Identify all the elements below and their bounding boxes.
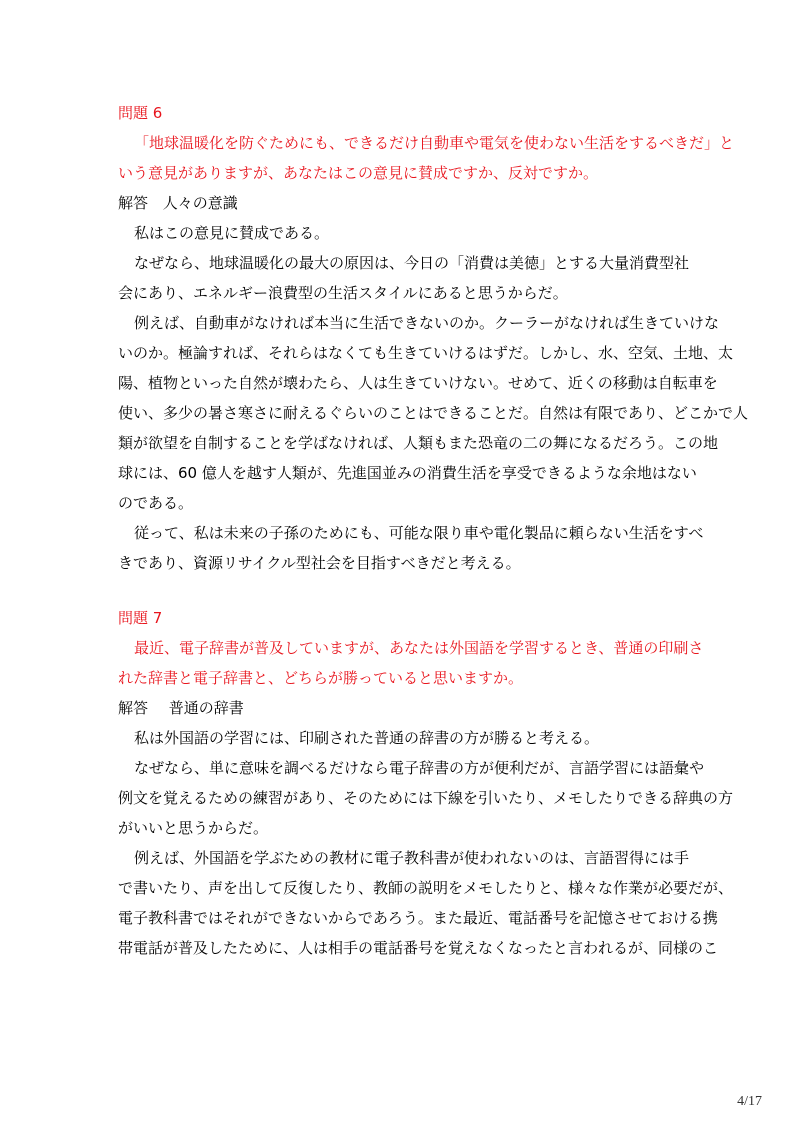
question-text-line: 「地球温暖化を防ぐためにも、できるだけ自動車や電気を使わない生活をするべきだ」と bbox=[134, 134, 735, 152]
answer-heading bbox=[118, 696, 686, 721]
document-body bbox=[118, 101, 749, 966]
paragraph-line: 私はこの意見に賛成である。 bbox=[134, 224, 330, 242]
paragraph-line: いのか。極論すれば、それらはなくても生きていけるはずだ。しかし、水、空気、土地、太 bbox=[118, 344, 734, 362]
paragraph-line: 例えば、自動車がなければ本当に生活できないのか。クーラーがなければ生きていけな bbox=[134, 314, 720, 332]
paragraph-line: 使い、多少の暑さ寒さに耐えるぐらいのことはできることだ。自然は有限であり、どこかで人 bbox=[118, 404, 749, 422]
question-text-line: いう意見がありますが、あなたはこの意見に賛成ですか、反対ですか。 bbox=[118, 164, 599, 182]
paragraph-line: のである。 bbox=[118, 494, 194, 512]
section-question-6 bbox=[118, 101, 749, 576]
paragraph-line: 会にあり、エネルギー浪費型の生活スタイルにあると思うからだ。 bbox=[118, 284, 568, 302]
question-heading: 問題 6 bbox=[118, 104, 163, 122]
paragraph-line: 私は外国語の学習には、印刷された普通の辞書の方が勝ると考える。 bbox=[134, 729, 600, 747]
paragraph-line: 帯電話が普及したために、人は相手の電話番号を覚えなくなったと言われるが、同様のこ bbox=[118, 939, 719, 957]
page-number: 4/17 bbox=[737, 1094, 762, 1109]
question-text-line: れた辞書と電子辞書と、どちらが勝っていると思いますか。 bbox=[118, 669, 524, 687]
answer-title: 普通の辞書 bbox=[168, 699, 244, 717]
section-question-7 bbox=[118, 606, 734, 961]
paragraph-line: 陽、植物といった自然が壊わたら、人は生きていけない。せめて、近くの移動は自転車を bbox=[118, 374, 718, 392]
answer-title: 人々の意識 bbox=[162, 194, 238, 212]
paragraph-line: 電子教科書ではそれができないからであろう。また最近、電話番号を記憶させておける携 bbox=[118, 909, 718, 927]
paragraph-line: 例文を覚えるための練習があり、そのためには下線を引いたり、メモしたりできる辞典の方 bbox=[118, 789, 734, 807]
paragraph-line: なぜなら、単に意味を調べるだけなら電子辞書の方が便利だが、言語学習には語彙や bbox=[134, 759, 705, 777]
question-text-line: 最近、電子辞書が普及していますが、あなたは外国語を学習するとき、普通の印刷さ bbox=[134, 639, 704, 657]
paragraph-line: きであり、資源リサイクル型社会を目指すべきだと考える。 bbox=[118, 554, 521, 572]
paragraph-line: がいいと思うからだ。 bbox=[118, 819, 269, 837]
answer-label: 解答 bbox=[118, 699, 149, 717]
paragraph-line: 従って、私は未来の子孫のためにも、可能な限り車や電化製品に頼らない生活をすべ bbox=[134, 524, 704, 542]
answer-heading bbox=[118, 191, 686, 216]
paragraph-line: なぜなら、地球温暖化の最大の原因は、今日の「消費は美徳」とする大量消費型社 bbox=[134, 254, 690, 272]
paragraph-line: 例えば、外国語を学ぶための教材に電子教科書が使われないのは、言語習得には手 bbox=[134, 849, 690, 867]
paragraph-line: 類が欲望を自制することを学ばなければ、人類もまた恐竜の二の舞になるだろう。この地 bbox=[118, 434, 719, 452]
question-heading: 問題 7 bbox=[118, 609, 163, 627]
paragraph-line: 球には、60 億人を越す人類が、先進国並みの消費生活を享受できるような余地はない bbox=[118, 464, 697, 482]
paragraph-line: で書いたり、声を出して反復したり、教師の説明をメモしたりと、様々な作業が必要だが、 bbox=[118, 879, 734, 897]
answer-label: 解答 bbox=[118, 194, 149, 212]
